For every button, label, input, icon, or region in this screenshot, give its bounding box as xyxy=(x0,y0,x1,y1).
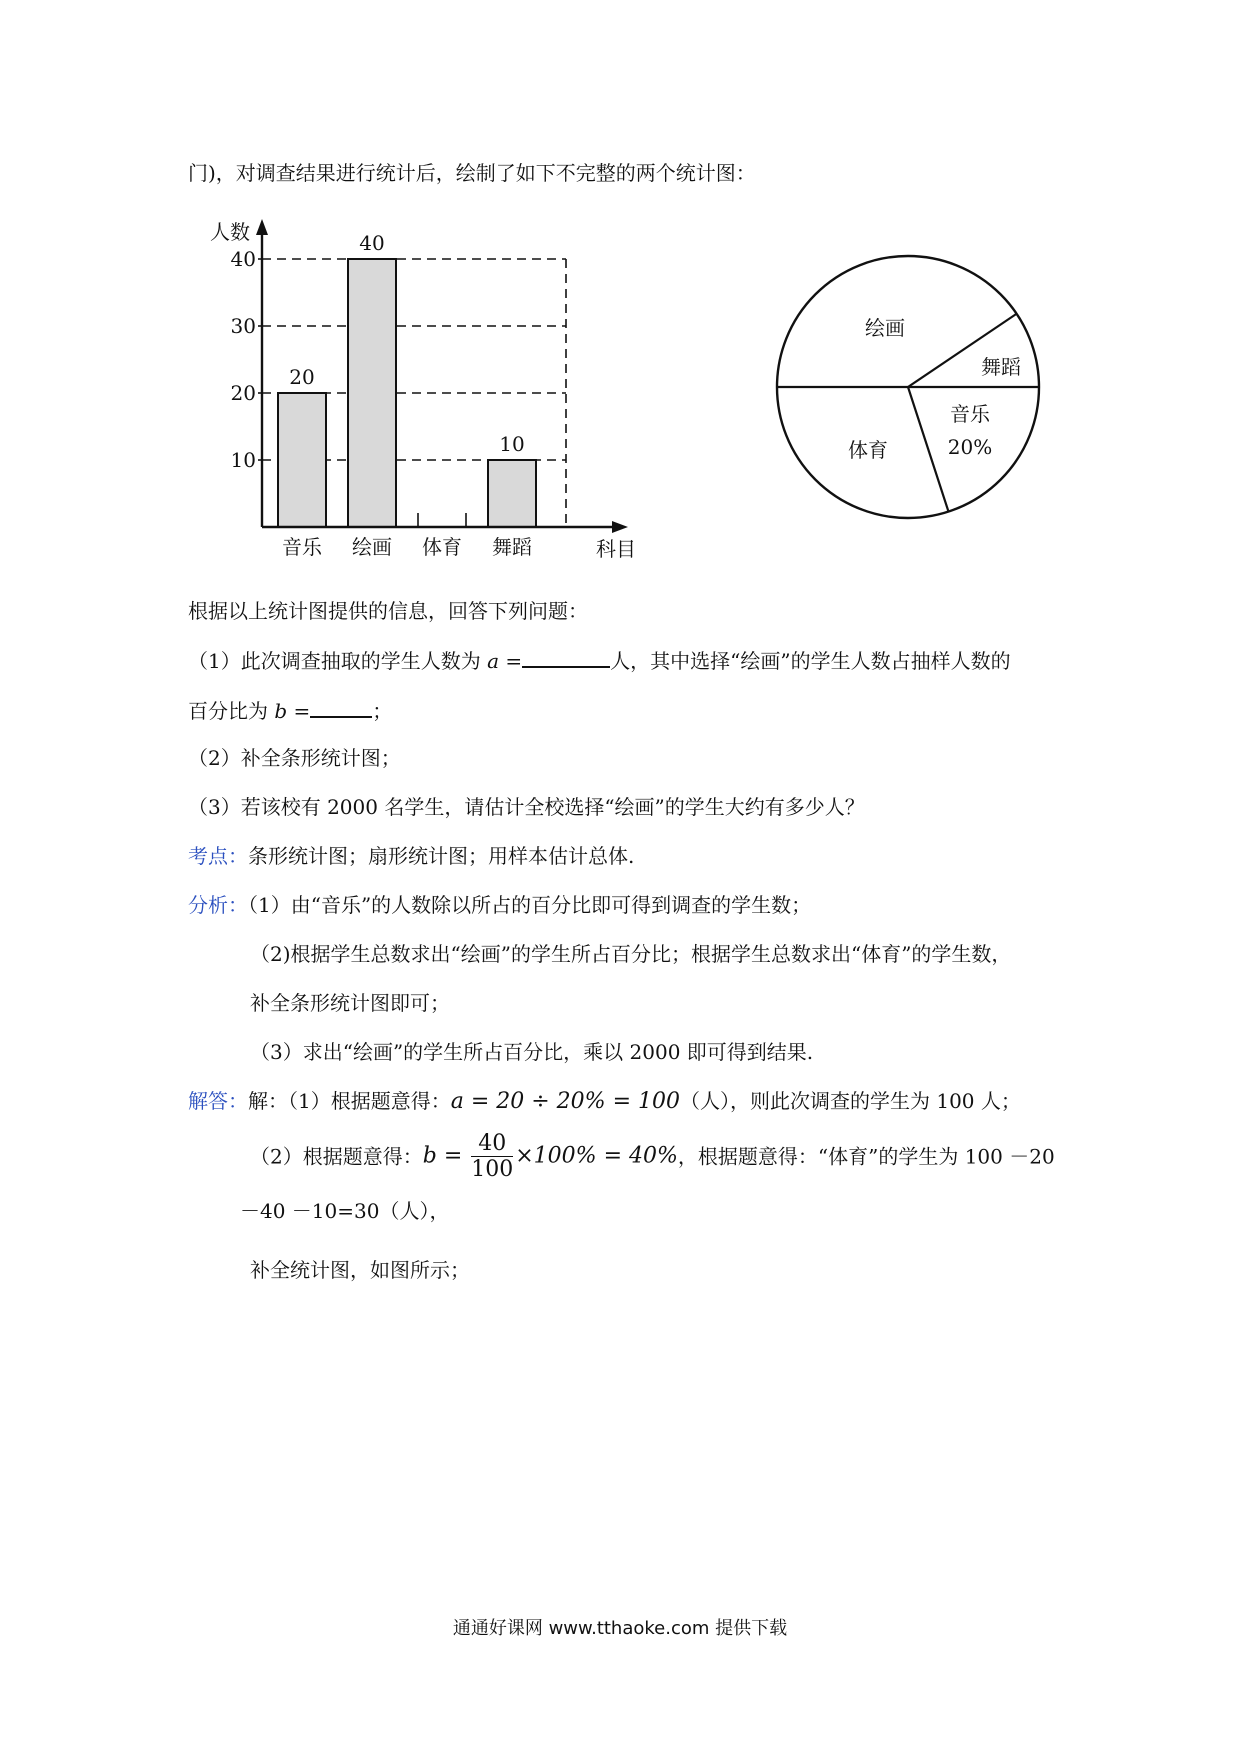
jieda-formula-1: a = 20 ÷ 20% = 100 xyxy=(450,1089,680,1114)
fraction-40-100 xyxy=(471,1131,513,1183)
q1-text-e: = xyxy=(287,699,311,723)
fenxi-line3: 补全条形统计图即可； xyxy=(250,991,450,1015)
fenxi-text-1: （1）由“音乐”的人数除以所占的百分比即可得到调查的学生数； xyxy=(248,893,812,917)
fenxi-line1 xyxy=(188,895,811,915)
kaodian-label: 考点： xyxy=(188,844,248,868)
jieda-text-1a: 解：（1）根据题意得： xyxy=(248,1089,451,1113)
fraction-denominator: 100 xyxy=(471,1157,514,1182)
y-tick-label: 20 xyxy=(230,381,256,405)
jieda-line2 xyxy=(250,1130,1055,1182)
jieda-line4: 补全统计图，如图所示； xyxy=(250,1258,470,1282)
bar-data-label: 20 xyxy=(289,365,315,389)
y-tick-label: 10 xyxy=(230,448,256,472)
x-tick-label: 绘画 xyxy=(352,535,392,559)
jieda-text-2a: （2）根据题意得： xyxy=(250,1144,423,1169)
y-axis-title: 人数 xyxy=(210,220,250,244)
fenxi-line2: （2)根据学生总数求出“绘画”的学生所占百分比；根据学生总数求出“体育”的学生数， xyxy=(250,942,1012,966)
jieda-text-1b: （人），则此次调查的学生为 100 人； xyxy=(680,1089,1021,1113)
fenxi-line4: （3）求出“绘画”的学生所占百分比，乘以 2000 即可得到结果. xyxy=(250,1040,814,1064)
x-axis-title: 科目 xyxy=(596,537,636,561)
kaodian xyxy=(188,846,634,866)
jieda-eq: = xyxy=(436,1143,470,1169)
jieda-line1 xyxy=(188,1091,1021,1113)
pie-slice-label: 绘画 xyxy=(865,316,905,340)
bar-data-label: 10 xyxy=(499,432,525,456)
fraction-numerator: 40 xyxy=(471,1131,513,1157)
pie-slice-percent: 20% xyxy=(947,435,993,459)
answer-blank-b[interactable] xyxy=(310,700,372,718)
pie-slice-label: 舞蹈 xyxy=(981,355,1021,379)
question-3: （3）若该校有 2000 名学生，请估计全校选择“绘画”的学生大约有多少人？ xyxy=(188,795,865,819)
jieda-text-2b: ，根据题意得：“体育”的学生为 100 －20 xyxy=(677,1144,1055,1169)
x-tick-label: 体育 xyxy=(422,535,462,559)
question-1-line1 xyxy=(188,650,1011,671)
pie-chart xyxy=(0,0,1240,600)
question-1-line2 xyxy=(188,700,392,721)
page-footer: 通通好课网 www.tthaoke.com 提供下载 xyxy=(452,1618,788,1639)
q1-text-a: （1）此次调查抽取的学生人数为 xyxy=(188,649,488,673)
bar-data-label: 40 xyxy=(359,231,385,255)
jieda-line3: －40 －10=30（人）， xyxy=(240,1199,450,1223)
fenxi-label: 分析： xyxy=(188,893,248,917)
y-tick-label: 30 xyxy=(230,314,256,338)
q1-var-b: b xyxy=(274,699,288,723)
q1-text-c: 人，其中选择“绘画”的学生人数占抽样人数的 xyxy=(610,649,1011,673)
jieda-label: 解答： xyxy=(188,1089,248,1113)
jieda-formula-2: ×100% = 40% xyxy=(515,1143,678,1169)
question-2: （2）补全条形统计图； xyxy=(188,746,401,770)
pie-slice-label: 音乐 xyxy=(950,402,990,426)
jieda-var-b: b xyxy=(422,1143,437,1169)
y-tick-label: 40 xyxy=(230,247,256,271)
pie-slice-label: 体育 xyxy=(848,438,888,462)
q1-text-b: = xyxy=(499,649,523,673)
intro-text: 门)，对调查结果进行统计后，绘制了如下不完整的两个统计图： xyxy=(188,161,756,185)
answer-blank-a[interactable] xyxy=(522,650,610,668)
x-tick-label: 音乐 xyxy=(282,535,322,559)
kaodian-text: 条形统计图；扇形统计图；用样本估计总体. xyxy=(248,844,635,868)
q1-var-a: a xyxy=(487,649,500,673)
q1-text-d: 百分比为 xyxy=(188,699,275,723)
question-lead: 根据以上统计图提供的信息，回答下列问题： xyxy=(188,599,588,623)
x-tick-label: 舞蹈 xyxy=(492,535,532,559)
q1-text-f: ； xyxy=(372,699,393,723)
